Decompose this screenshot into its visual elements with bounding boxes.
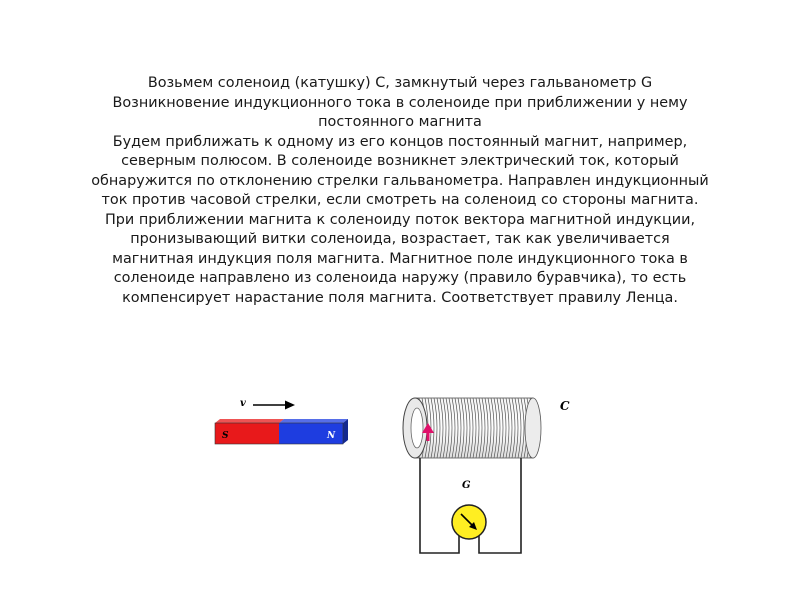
- text-line-1: Возьмем соленоид (катушку) C, замкнутый через гальванометр G: [147, 75, 653, 91]
- text-line-4: Будем приближать к одному из его концов постоянный магнит, например,: [112, 133, 688, 150]
- text-line-8: При приближении магнита к соленоиду поток вектора магнитной индукции,: [104, 211, 696, 228]
- text-line-2: Возникновение индукционного тока в соленоиде при приближении у нему: [112, 94, 688, 111]
- velocity-label: v: [240, 398, 246, 409]
- text-line-11: соленоиде направлено из соленоида наружу (правило буравчика), то есть: [113, 270, 687, 286]
- galvanometer: [452, 505, 486, 539]
- text-line-3: постоянного магнита: [318, 114, 482, 130]
- magnet-south-top: [215, 419, 284, 423]
- text-line-7: ток против часовой стрелки, если смотреть на соленоид со стороны магнита.: [101, 192, 699, 208]
- induction-figure: [205, 385, 595, 560]
- slide-text: [40, 74, 760, 308]
- magnet-north-label: N: [327, 431, 336, 441]
- text-line-5: северным полюсом. В соленоиде возникнет электрический ток, который: [121, 153, 679, 169]
- magnet-south-label: S: [222, 431, 229, 441]
- text-line-10: магнитная индукция поля магнита. Магнитное поле индукционного тока в: [112, 250, 688, 267]
- galvanometer-label: G: [462, 480, 471, 491]
- magnet-north-top: [279, 419, 348, 423]
- solenoid-label: C: [560, 399, 570, 413]
- text-line-12: компенсирует нарастание поля магнита. Соответствует правилу Ленца.: [122, 289, 678, 306]
- text-line-9: пронизывающий витки соленоида, возрастает, так как увеличивается: [130, 231, 670, 247]
- velocity-arrow: [253, 401, 295, 410]
- text-line-6: обнаружится по отклонению стрелки гальванометра. Направлен индукционный: [91, 172, 709, 189]
- solenoid-coil: [403, 398, 541, 458]
